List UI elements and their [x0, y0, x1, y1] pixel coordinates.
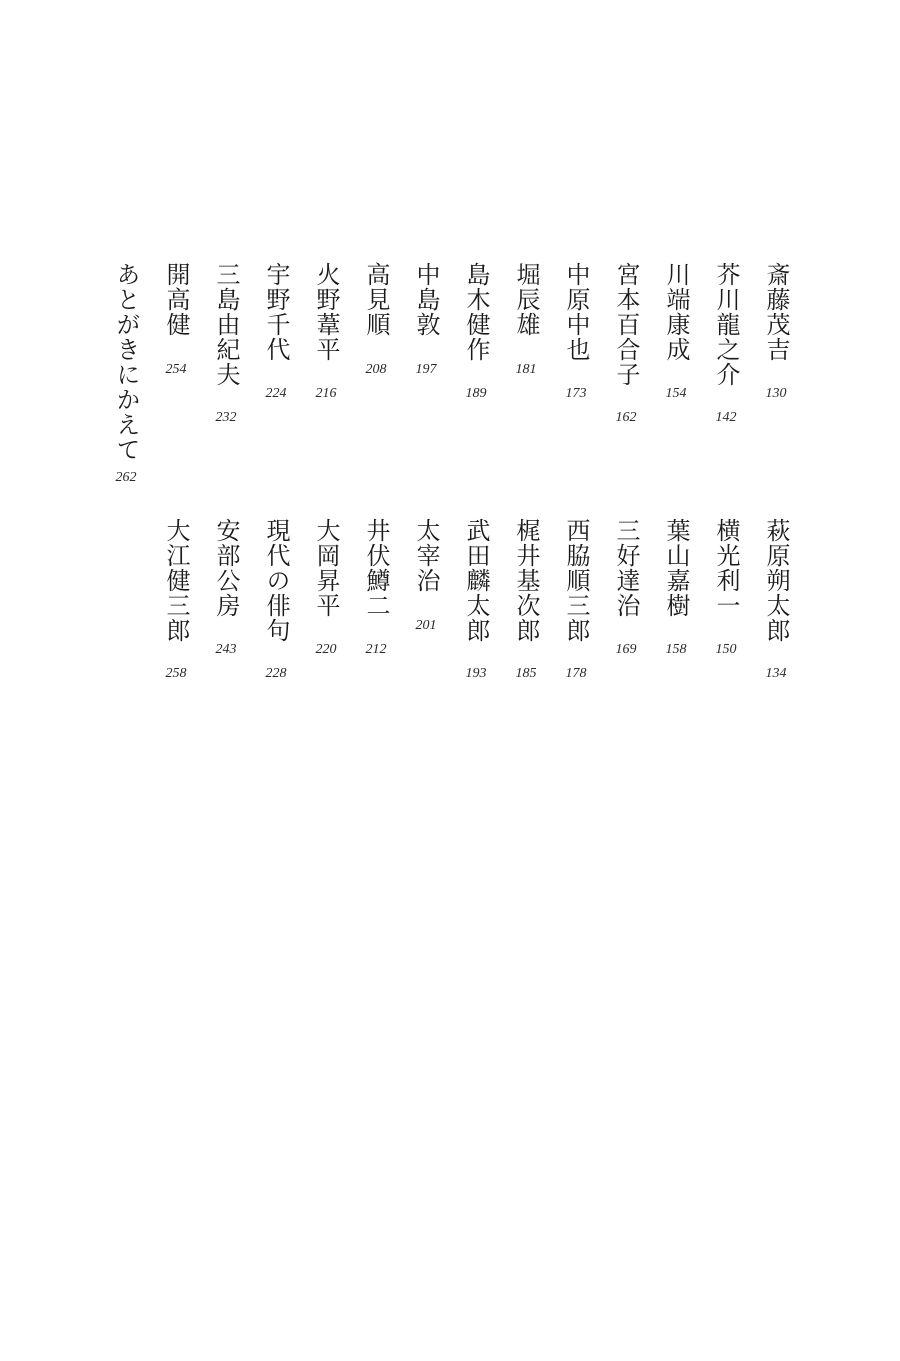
entry-page-number: 212	[365, 642, 387, 657]
entry-title: 宮本百合子	[612, 262, 640, 387]
entry-page-number: 154	[665, 386, 687, 401]
entry-page-number: 258	[165, 666, 187, 681]
entry-page-number: 262	[115, 470, 137, 485]
entry-page-number: 150	[715, 642, 737, 657]
entry-page-number: 162	[615, 410, 637, 425]
entry-title: 川端康成	[662, 262, 690, 362]
entry-page-number: 254	[165, 362, 187, 377]
entry-page-number: 169	[615, 642, 637, 657]
entry-page-number: 197	[415, 362, 437, 377]
entry-page-number: 134	[765, 666, 787, 681]
entry-title: 安部公房	[212, 518, 240, 618]
entry-page-number: 243	[215, 642, 237, 657]
entry-title: 萩原朔太郎	[762, 518, 790, 643]
entry-title: 大岡昇平	[312, 518, 340, 618]
entry-title: 芥川龍之介	[712, 262, 740, 387]
entry-page-number: 220	[315, 642, 337, 657]
entry-title: 大江健三郎	[162, 518, 190, 643]
entry-page-number: 142	[715, 410, 737, 425]
entry-title: 開高健	[162, 262, 190, 337]
entry-page-number: 189	[465, 386, 487, 401]
entry-title: 葉山嘉樹	[662, 518, 690, 618]
entry-title: 現代の俳句	[262, 518, 290, 643]
entry-title: 中島敦	[412, 262, 440, 337]
entry-page-number: 228	[265, 666, 287, 681]
entry-title: 太宰治	[412, 518, 440, 593]
entry-page-number: 201	[415, 618, 437, 633]
entry-title: 三好達治	[612, 518, 640, 618]
entry-page-number: 185	[515, 666, 537, 681]
entry-page-number: 193	[465, 666, 487, 681]
entry-title: 高見順	[362, 262, 390, 337]
entry-page-number: 130	[765, 386, 787, 401]
entry-page-number: 232	[215, 410, 237, 425]
entry-title: 西脇順三郎	[562, 518, 590, 643]
entry-title: 宇野千代	[262, 262, 290, 362]
entry-page-number: 208	[365, 362, 387, 377]
entry-title: 武田麟太郎	[462, 518, 490, 643]
entry-title: 中原中也	[562, 262, 590, 362]
entry-page-number: 158	[665, 642, 687, 657]
entry-page-number: 216	[315, 386, 337, 401]
entry-page-number: 173	[565, 386, 587, 401]
entry-title: 島木健作	[462, 262, 490, 362]
entry-title: 堀辰雄	[512, 262, 540, 337]
entry-title: 火野葦平	[312, 262, 340, 362]
entry-title: あとがきにかえて	[112, 262, 140, 462]
entry-title: 三島由紀夫	[212, 262, 240, 387]
entry-title: 井伏鱒二	[362, 518, 390, 618]
entry-page-number: 181	[515, 362, 537, 377]
entry-page-number: 224	[265, 386, 287, 401]
entry-title: 梶井基次郎	[512, 518, 540, 643]
entry-title: 斎藤茂吉	[762, 262, 790, 362]
entry-page-number: 178	[565, 666, 587, 681]
entry-title: 横光利一	[712, 518, 740, 618]
